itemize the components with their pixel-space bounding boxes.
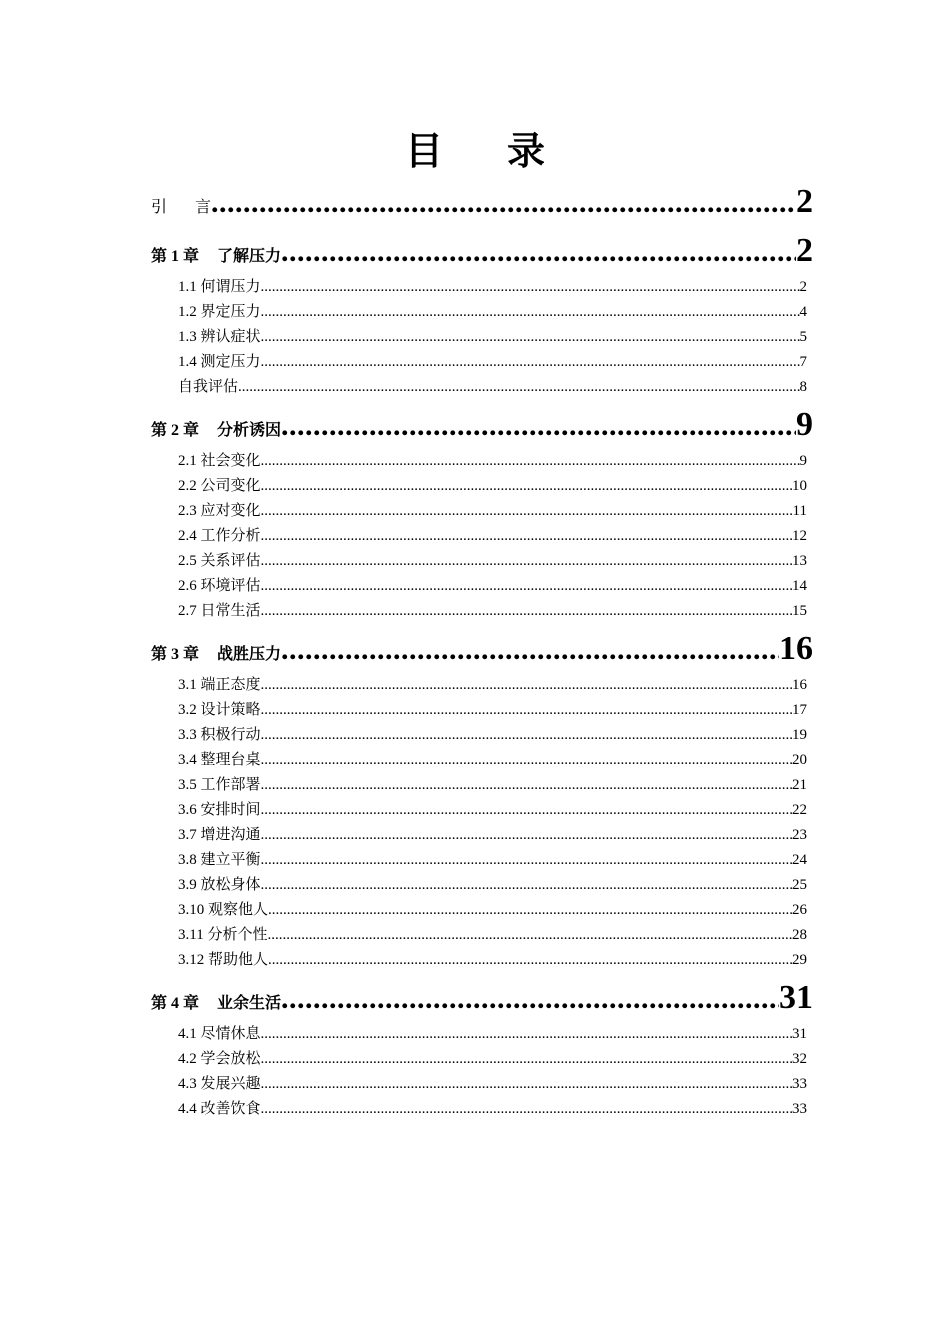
toc-section[interactable] <box>178 449 807 474</box>
leader-dots <box>281 979 779 1018</box>
toc-section[interactable] <box>178 1022 807 1047</box>
section-page: 20 <box>792 752 807 768</box>
toc-section[interactable] <box>178 948 807 973</box>
chapter-name: 分析诱因 <box>217 422 282 439</box>
toc-section[interactable] <box>178 698 807 723</box>
section-page: 12 <box>792 528 807 544</box>
leader-dots <box>261 1097 792 1122</box>
toc-section[interactable] <box>178 325 807 350</box>
chapter-page: 2 <box>796 232 813 269</box>
leader-dots <box>281 406 796 445</box>
toc-section[interactable] <box>178 375 807 400</box>
chapter-label: 第 1 章 <box>151 248 200 265</box>
chapter-label: 第 3 章 <box>151 646 200 663</box>
section-page: 15 <box>792 603 807 619</box>
section-page: 5 <box>799 329 807 345</box>
section-label: 1.3 辨认症状 <box>178 329 261 345</box>
toc-section[interactable] <box>178 723 807 748</box>
leader-dots <box>261 673 792 698</box>
section-label: 3.11 分析个性 <box>178 927 268 943</box>
toc-section[interactable] <box>178 350 807 375</box>
leader-dots <box>261 350 800 375</box>
toc-entry-intro[interactable] <box>151 182 813 222</box>
chapter-name: 战胜压力 <box>217 646 282 663</box>
intro-label-a: 引 <box>151 199 168 216</box>
toc-chapter-3[interactable] <box>151 629 813 669</box>
leader-dots <box>268 948 792 973</box>
leader-dots <box>261 1047 792 1072</box>
section-label: 1.4 测定压力 <box>178 354 261 370</box>
toc-section[interactable] <box>178 300 807 325</box>
section-page: 17 <box>792 702 807 718</box>
toc-section[interactable] <box>178 524 807 549</box>
leader-dots <box>261 549 792 574</box>
chapter-page: 9 <box>796 406 813 443</box>
intro-label <box>151 188 211 222</box>
section-label: 1.2 界定压力 <box>178 304 261 320</box>
section-label: 4.1 尽情休息 <box>178 1026 261 1042</box>
section-page: 13 <box>792 553 807 569</box>
toc-section[interactable] <box>178 1097 807 1122</box>
toc-section[interactable] <box>178 823 807 848</box>
section-page: 25 <box>792 877 807 893</box>
intro-label-b: 言 <box>195 199 212 216</box>
section-label: 3.2 设计策略 <box>178 702 261 718</box>
section-page: 8 <box>799 379 807 395</box>
section-label: 1.1 何谓压力 <box>178 279 261 295</box>
section-page: 28 <box>792 927 807 943</box>
leader-dots <box>261 1072 792 1097</box>
chapter-name: 了解压力 <box>217 248 282 265</box>
toc-section[interactable] <box>178 499 807 524</box>
section-page: 29 <box>792 952 807 968</box>
leader-dots <box>261 773 792 798</box>
leader-dots <box>261 1022 792 1047</box>
toc-section[interactable] <box>178 848 807 873</box>
toc-section[interactable] <box>178 923 807 948</box>
leader-dots <box>261 524 792 549</box>
toc-section[interactable] <box>178 474 807 499</box>
section-label: 3.7 增进沟通 <box>178 827 261 843</box>
leader-dots <box>281 630 779 669</box>
section-page: 33 <box>792 1101 807 1117</box>
section-label: 2.5 关系评估 <box>178 553 261 569</box>
section-label: 2.7 日常生活 <box>178 603 261 619</box>
section-page: 11 <box>792 503 807 519</box>
section-label: 2.6 环境评估 <box>178 578 261 594</box>
section-page: 33 <box>792 1076 807 1092</box>
leader-dots <box>261 574 792 599</box>
toc-section[interactable] <box>178 773 807 798</box>
toc-chapter-4[interactable] <box>151 978 813 1018</box>
section-label: 3.12 帮助他人 <box>178 952 269 968</box>
section-label: 2.2 公司变化 <box>178 478 261 494</box>
intro-page: 2 <box>796 183 813 220</box>
toc-section[interactable] <box>178 873 807 898</box>
toc-title-left: 目 <box>404 131 443 173</box>
section-page: 4 <box>799 304 807 320</box>
toc-section[interactable] <box>178 1047 807 1072</box>
toc-chapter-2[interactable] <box>151 405 813 445</box>
section-page: 19 <box>792 727 807 743</box>
section-label: 4.3 发展兴趣 <box>178 1076 261 1092</box>
leader-dots <box>261 474 792 499</box>
section-label: 3.1 端正态度 <box>178 677 261 693</box>
leader-dots <box>281 232 796 271</box>
toc-section[interactable] <box>178 673 807 698</box>
leader-dots <box>268 898 792 923</box>
chapter-label: 第 4 章 <box>151 995 200 1012</box>
section-page: 14 <box>792 578 807 594</box>
leader-dots <box>261 599 792 624</box>
leader-dots <box>261 848 792 873</box>
leader-dots <box>238 375 799 400</box>
section-label: 3.8 建立平衡 <box>178 852 261 868</box>
section-page: 26 <box>792 902 807 918</box>
toc-section[interactable] <box>178 798 807 823</box>
leader-dots <box>261 798 792 823</box>
leader-dots <box>261 873 792 898</box>
section-label: 2.3 应对变化 <box>178 503 261 519</box>
toc-chapter-1[interactable] <box>151 231 813 271</box>
section-label: 3.3 积极行动 <box>178 727 261 743</box>
section-page: 16 <box>792 677 807 693</box>
leader-dots <box>261 499 793 524</box>
section-label: 4.2 学会放松 <box>178 1051 261 1067</box>
toc-title-right: 录 <box>507 131 546 173</box>
leader-dots <box>261 325 800 350</box>
chapter-name: 业余生活 <box>217 995 282 1012</box>
leader-dots <box>211 183 796 222</box>
section-page: 2 <box>799 279 807 295</box>
section-label: 3.9 放松身体 <box>178 877 261 893</box>
section-label: 自我评估 <box>178 379 239 395</box>
section-page: 7 <box>799 354 807 370</box>
leader-dots <box>261 823 792 848</box>
toc-section[interactable] <box>178 549 807 574</box>
section-label: 3.6 安排时间 <box>178 802 261 818</box>
leader-dots <box>261 748 792 773</box>
toc-section[interactable] <box>178 898 807 923</box>
chapter-page: 31 <box>779 979 813 1016</box>
leader-dots <box>261 698 792 723</box>
section-label: 3.10 观察他人 <box>178 902 269 918</box>
section-label: 2.1 社会变化 <box>178 453 261 469</box>
section-page: 9 <box>799 453 807 469</box>
section-label: 3.5 工作部署 <box>178 777 261 793</box>
section-label: 3.4 整理台桌 <box>178 752 261 768</box>
leader-dots <box>261 723 792 748</box>
toc-section[interactable] <box>178 574 807 599</box>
toc-section[interactable] <box>178 275 807 300</box>
toc-section[interactable] <box>178 599 807 624</box>
toc-title <box>0 128 950 176</box>
section-label: 4.4 改善饮食 <box>178 1101 261 1117</box>
chapter-label: 第 2 章 <box>151 422 200 439</box>
toc-section[interactable] <box>178 748 807 773</box>
section-page: 23 <box>792 827 807 843</box>
leader-dots <box>261 275 800 300</box>
toc-section[interactable] <box>178 1072 807 1097</box>
section-page: 32 <box>792 1051 807 1067</box>
leader-dots <box>261 300 800 325</box>
leader-dots <box>261 449 800 474</box>
section-page: 22 <box>792 802 807 818</box>
section-page: 24 <box>792 852 807 868</box>
section-page: 31 <box>792 1026 807 1042</box>
section-label: 2.4 工作分析 <box>178 528 261 544</box>
section-page: 21 <box>792 777 807 793</box>
leader-dots <box>267 923 792 948</box>
section-page: 10 <box>792 478 807 494</box>
chapter-page: 16 <box>779 630 813 667</box>
